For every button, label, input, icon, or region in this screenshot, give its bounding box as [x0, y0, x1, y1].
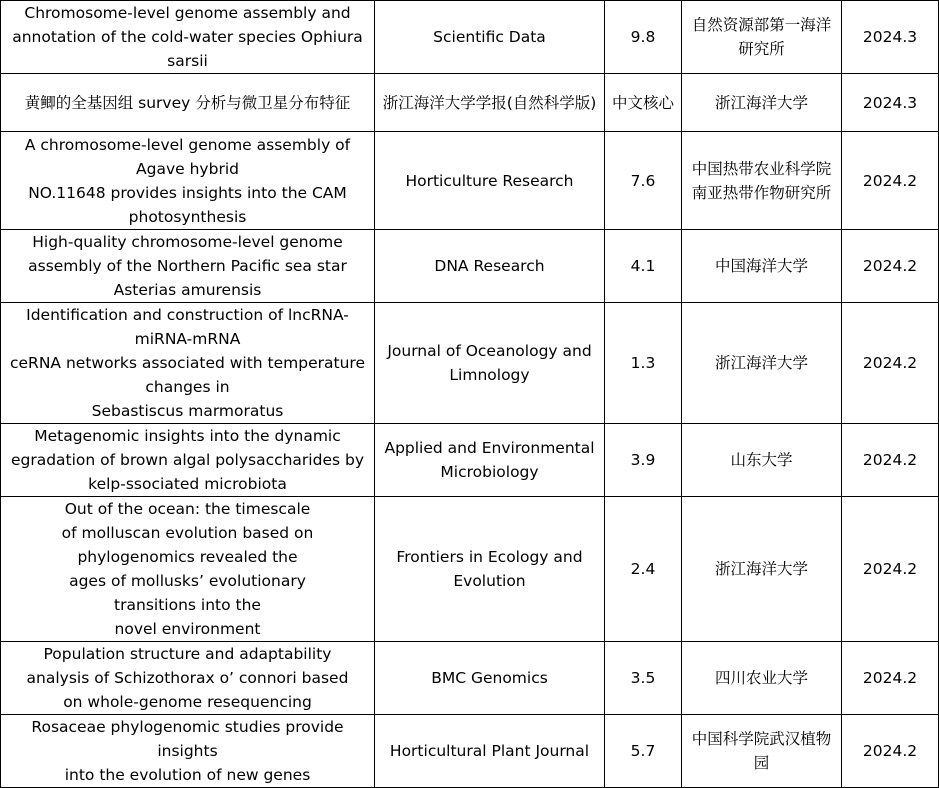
publication-date: 2024.3	[842, 1, 939, 74]
publication-date: 2024.2	[842, 642, 939, 715]
institution: 中国科学院武汉植物 园	[682, 715, 842, 788]
institution: 浙江海洋大学	[682, 303, 842, 424]
paper-title: A chromosome-level genome assembly of Agave hybrid NO.11648 provides insights into the CAM photosynthesis	[1, 132, 375, 230]
institution: 浙江海洋大学	[682, 497, 842, 642]
impact-factor: 4.1	[605, 230, 682, 303]
paper-title: Population structure and adaptability analysis of Schizothorax o’ connori based on whole-genome resequencing	[1, 642, 375, 715]
table-row	[1, 1, 939, 74]
institution: 中国热带农业科学院 南亚热带作物研究所	[682, 132, 842, 230]
table-row	[1, 303, 939, 424]
institution: 自然资源部第一海洋 研究所	[682, 1, 842, 74]
paper-title: Chromosome-level genome assembly and annotation of the cold-water species Ophiura sarsii	[1, 1, 375, 74]
paper-title: Metagenomic insights into the dynamic egradation of brown algal polysaccharides by kelp-ssociated microbiota	[1, 424, 375, 497]
journal-name: Frontiers in Ecology and Evolution	[375, 497, 605, 642]
institution: 浙江海洋大学	[682, 74, 842, 132]
publication-date: 2024.2	[842, 497, 939, 642]
publication-date: 2024.2	[842, 424, 939, 497]
journal-name: Scientific Data	[375, 1, 605, 74]
paper-title: Rosaceae phylogenomic studies provide insights into the evolution of new genes	[1, 715, 375, 788]
impact-factor: 3.5	[605, 642, 682, 715]
table-row	[1, 132, 939, 230]
impact-factor: 7.6	[605, 132, 682, 230]
journal-name: Applied and Environmental Microbiology	[375, 424, 605, 497]
impact-factor: 3.9	[605, 424, 682, 497]
table-row	[1, 230, 939, 303]
impact-factor: 9.8	[605, 1, 682, 74]
publication-date: 2024.2	[842, 303, 939, 424]
table-row	[1, 74, 939, 132]
paper-title: High-quality chromosome-level genome assembly of the Northern Pacific sea star Asterias amurensis	[1, 230, 375, 303]
table-row	[1, 497, 939, 642]
impact-factor: 5.7	[605, 715, 682, 788]
table-row	[1, 642, 939, 715]
publication-date: 2024.2	[842, 132, 939, 230]
journal-name: 浙江海洋大学学报(自然科学版)	[375, 74, 605, 132]
impact-factor: 2.4	[605, 497, 682, 642]
publication-date: 2024.3	[842, 74, 939, 132]
journal-name: Journal of Oceanology and Limnology	[375, 303, 605, 424]
paper-title: Out of the ocean: the timescale of molluscan evolution based on phylogenomics revealed the ages of mollusks’ evolutionary transitions into the novel environment	[1, 497, 375, 642]
journal-name: DNA Research	[375, 230, 605, 303]
institution: 山东大学	[682, 424, 842, 497]
paper-title: Identification and construction of lncRNA- miRNA-mRNA ceRNA networks associated with temperature changes in Sebastiscus marmoratus	[1, 303, 375, 424]
journal-name: Horticultural Plant Journal	[375, 715, 605, 788]
impact-factor: 中文核心	[605, 74, 682, 132]
paper-title: 黄鲫的全基因组 survey 分析与微卫星分布特征	[1, 74, 375, 132]
journal-name: BMC Genomics	[375, 642, 605, 715]
institution: 中国海洋大学	[682, 230, 842, 303]
publication-date: 2024.2	[842, 715, 939, 788]
table-row	[1, 715, 939, 788]
publication-date: 2024.2	[842, 230, 939, 303]
impact-factor: 1.3	[605, 303, 682, 424]
institution: 四川农业大学	[682, 642, 842, 715]
table-row	[1, 424, 939, 497]
journal-name: Horticulture Research	[375, 132, 605, 230]
